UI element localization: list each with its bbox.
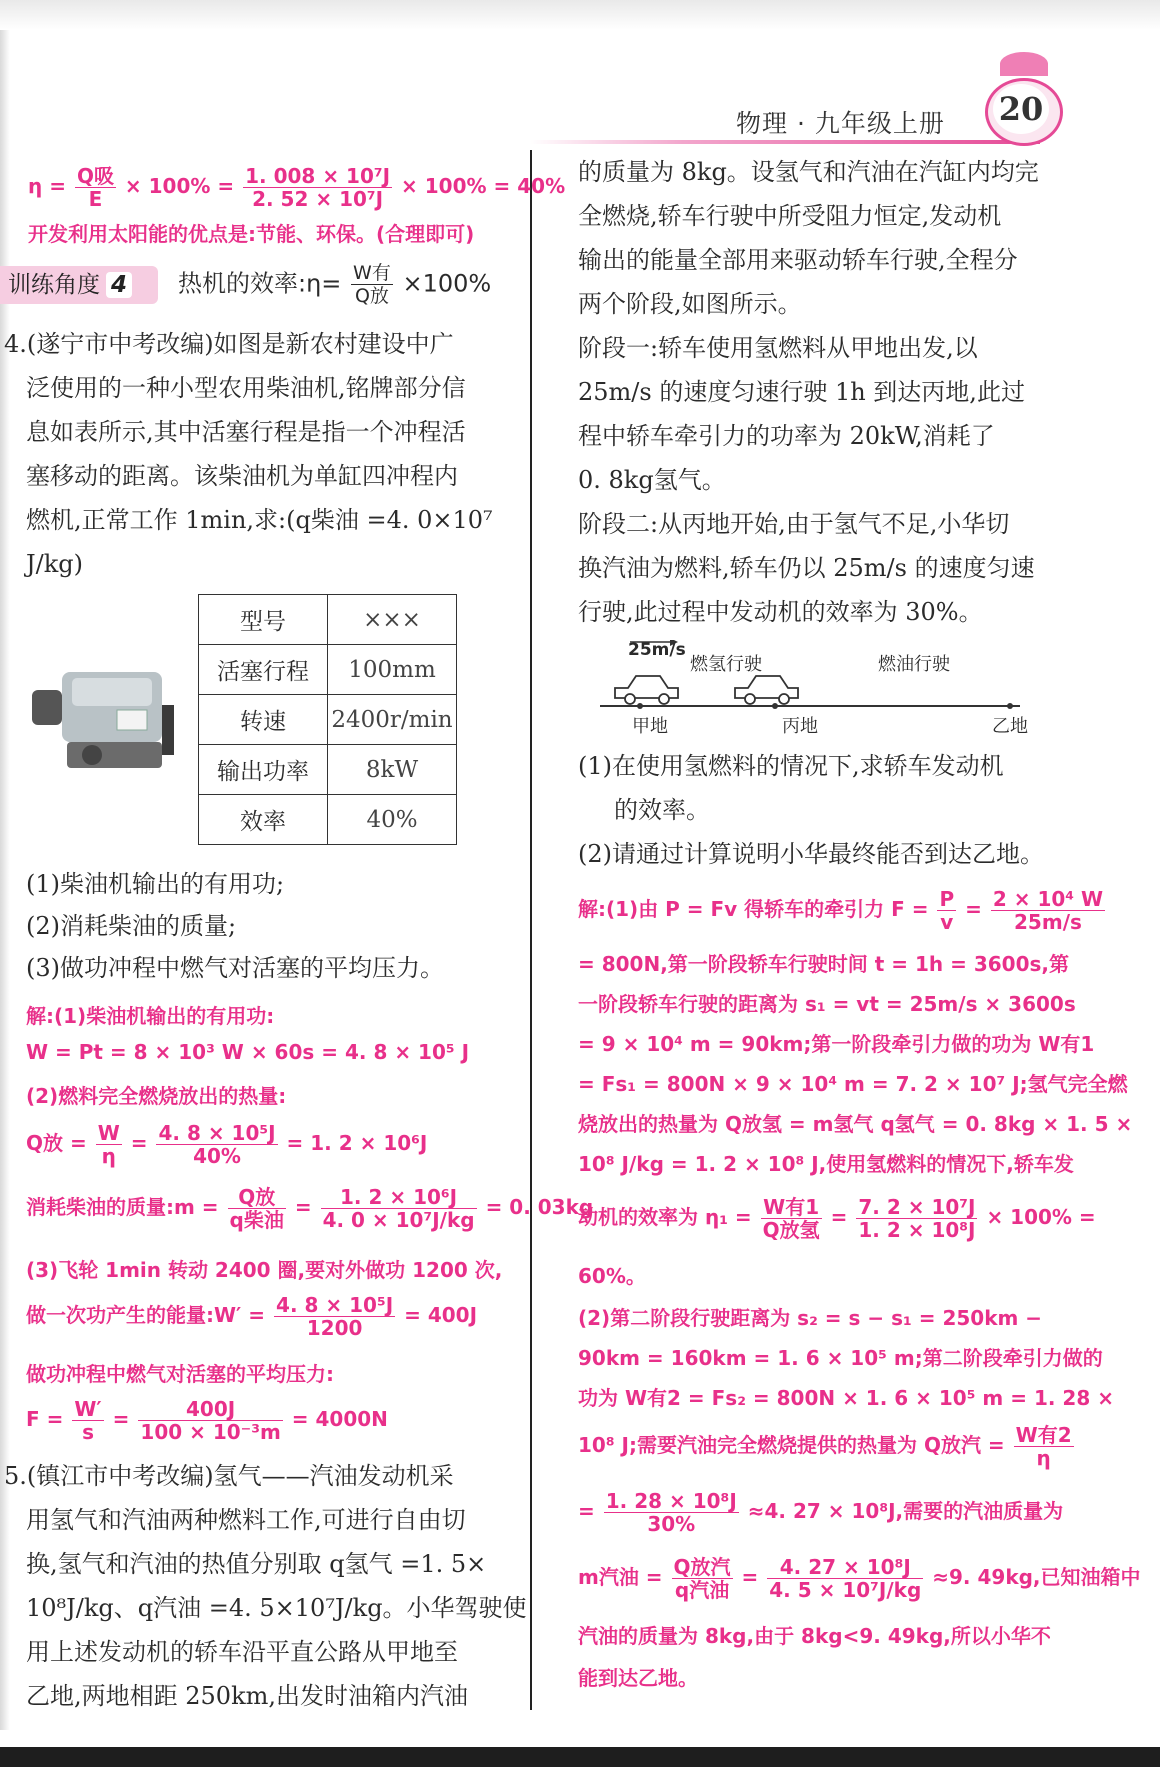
solar-advantage: 开发利用太阳能的优点是:节能、环保。(合理即可)	[28, 222, 475, 246]
q4-line: 4.(遂宁市中考改编)如图是新农村建设中广	[4, 330, 454, 358]
sol5-line: 烧放出的热量为 Q放氢 = m氢气 q氢气 = 0. 8kg × 1. 5 ×	[578, 1112, 1133, 1136]
diagram-place-label: 甲地	[632, 716, 668, 737]
sol4-line: (3)飞轮 1min 转动 2400 圈,要对外做功 1200 次,	[26, 1258, 503, 1282]
q5-subquestion: 的效率。	[614, 796, 710, 824]
q4-subquestion: (2)消耗柴油的质量;	[26, 912, 237, 940]
q5-cont-line: 换汽油为燃料,轿车仍以 25m/s 的速度匀速	[578, 554, 1035, 582]
q5-cont-line: 0. 8kg氢气。	[578, 466, 726, 494]
q5-cont-line: 全燃烧,轿车行驶中所受阻力恒定,发动机	[578, 202, 1002, 230]
q5-subquestion: (1)在使用氢燃料的情况下,求轿车发动机	[578, 752, 1004, 780]
spec-value: 8kW	[328, 745, 457, 795]
sol5-efficiency-formula: 动机的效率为 η₁ = $\frac{\text{W有1}}{\text{Q放氢}}$ = $\frac{\text{7. 2 × 10⁷J}}{\text{1. 2 × 10⁸J}}$ × 100% =	[578, 1195, 1096, 1242]
table-row	[199, 645, 457, 695]
table-row	[199, 595, 457, 645]
sol5-line: 60%。	[578, 1264, 646, 1288]
spec-key: 活塞行程	[199, 645, 328, 695]
spec-value: 100mm	[328, 645, 457, 695]
q5-line: 乙地,两地相距 250km,出发时油箱内汽油	[26, 1682, 468, 1710]
spec-value: ×××	[328, 595, 457, 645]
spec-key: 型号	[199, 595, 328, 645]
sol4-line: W = Pt = 8 × 10³ W × 60s = 4. 8 × 10⁵ J	[26, 1040, 470, 1064]
sol4-force-formula: F = $\frac{W'}{s}$ = $\frac{400J}{\text{100 × 10⁻³m}}$ = 4000N	[26, 1397, 388, 1444]
section-tag: 训练角度 4	[0, 266, 158, 304]
car-icon-2	[735, 676, 798, 704]
sol5-line: 90km = 160km = 1. 6 × 10⁵ m;第二阶段牵引力做的	[578, 1346, 1103, 1370]
spec-value: 40%	[328, 795, 457, 845]
page-number: 20	[993, 84, 1049, 134]
sol5-heat-value: = $\frac{\text{1. 28 × 10⁸J}}{30\%}$ ≈4. 27 × 10⁸J,需要的汽油质量为	[578, 1489, 1064, 1536]
q4-line: J/kg)	[26, 550, 83, 578]
sol5-line: = 800N,第一阶段轿车行驶时间 t = 1h = 3600s,第	[578, 952, 1070, 976]
sol4-line: 解:(1)柴油机输出的有用功:	[26, 1004, 275, 1028]
q4-line: 息如表所示,其中活塞行程是指一个冲程活	[26, 418, 466, 446]
sol4-line: 做功冲程中燃气对活塞的平均压力:	[26, 1362, 334, 1386]
sol5-line: = 9 × 10⁴ m = 90km;第一阶段牵引力做的功为 W有1	[578, 1032, 1095, 1056]
q4-line: 塞移动的距离。该柴油机为单缸四冲程内	[26, 462, 458, 490]
q5-cont-line: 两个阶段,如图所示。	[578, 290, 802, 318]
sol5-mass-formula: m汽油 = $\frac{\text{Q放汽}}{\text{q汽油}}$ = $\frac{\text{4. 27 × 10⁸J}}{\text{4. 5 × 10⁷J/kg}}$ ≈9. 49kg,已知油箱中	[578, 1555, 1141, 1602]
sol5-force-formula: 解:(1)由 P = Fv 得轿车的牵引力 F = $\frac{P}{v}$ = $\frac{\text{2 × 10⁴ W}}{25m/s}$	[578, 887, 1104, 934]
diagram-place-label: 乙地	[992, 716, 1028, 737]
q5-cont-line: 25m/s 的速度匀速行驶 1h 到达丙地,此过	[578, 378, 1025, 406]
diesel-engine-image	[22, 660, 177, 775]
q5-line: 5.(镇江市中考改编)氢气——汽油发动机采	[4, 1462, 454, 1490]
q5-line: 10⁸J/kg、q汽油 =4. 5×10⁷J/kg。小华驾驶使	[26, 1594, 527, 1622]
sol4-mass-formula: 消耗柴油的质量:m = $\frac{\text{Q放}}{\text{q柴油}}$ = $\frac{\text{1. 2 × 10⁶J}}{\text{4. 0 × 10⁷J/kg}}$ = 0. 03kg	[26, 1185, 594, 1232]
sol5-line: 汽油的质量为 8kg,由于 8kg<9. 49kg,所以小华不	[578, 1624, 1051, 1648]
sol5-line: = Fs₁ = 800N × 9 × 10⁴ m = 7. 2 × 10⁷ J;氢气完全燃	[578, 1072, 1128, 1096]
sol5-line: 能到达乙地。	[578, 1666, 698, 1690]
q4-subquestion: (1)柴油机输出的有用功;	[26, 870, 285, 898]
spec-key: 输出功率	[199, 745, 328, 795]
header-rule	[530, 140, 1040, 144]
table-row	[199, 695, 457, 745]
q5-cont-line: 阶段一:轿车使用氢燃料从甲地出发,以	[578, 334, 978, 362]
q5-line: 用上述发动机的轿车沿平直公路从甲地至	[26, 1638, 458, 1666]
table-row	[199, 745, 457, 795]
diagram-place-label: 丙地	[782, 716, 818, 737]
column-divider	[530, 150, 532, 1710]
sol5-line: (2)第二阶段行驶距离为 s₂ = s − s₁ = 250km −	[578, 1306, 1043, 1330]
sol5-line: 功为 W有2 = Fs₂ = 800N × 1. 6 × 10⁵ m = 1. 28 ×	[578, 1386, 1114, 1410]
diagram-segment-label: 燃氢行驶	[690, 654, 762, 675]
q5-line: 换,氢气和汽油的热值分别取 q氢气 =1. 5×	[26, 1550, 487, 1578]
table-row	[199, 795, 457, 845]
q5-cont-line: 阶段二:从丙地开始,由于氢气不足,小华切	[578, 510, 1010, 538]
diagram-speed-label: 25m/s	[628, 640, 686, 660]
spec-key: 转速	[199, 695, 328, 745]
car-icon-1	[615, 676, 678, 704]
q5-cont-line: 输出的能量全部用来驱动轿车行驶,全程分	[578, 246, 1018, 274]
bottom-bar	[0, 1747, 1160, 1767]
sol4-heat-formula: Q放 = $\frac{W}{\eta}$ = $\frac{\text{4. 8 × 10⁵J}}{40\%}$ = 1. 2 × 10⁶J	[26, 1121, 428, 1168]
engine-spec-table	[198, 594, 457, 845]
sol5-line: 一阶段轿车行驶的距离为 s₁ = vt = 25m/s × 3600s	[578, 992, 1076, 1016]
q5-line: 用氢气和汽油两种燃料工作,可进行自由切	[26, 1506, 466, 1534]
q5-cont-line: 行驶,此过程中发动机的效率为 30%。	[578, 598, 983, 626]
sol4-work-formula: 做一次功产生的能量:W′ = $\frac{\text{4. 8 × 10⁵J}}{1200}$ = 400J	[26, 1293, 478, 1340]
section-title: 热机的效率:η= $\frac{\text{W有}}{\text{Q放}}$ ×100%	[178, 262, 492, 307]
header-title: 物理 · 九年级上册	[736, 109, 945, 138]
spec-key: 效率	[199, 795, 328, 845]
sol5-heat-formula: 10⁸ J;需要汽油完全燃烧提供的热量为 Q放汽 = $\frac{\text{W有2}}{\eta}$	[578, 1423, 1072, 1470]
sol5-line: 10⁸ J/kg = 1. 2 × 10⁸ J,使用氢燃料的情况下,轿车发	[578, 1152, 1074, 1176]
page-top-shadow	[0, 0, 1160, 30]
diagram-segment-label: 燃油行驶	[878, 654, 950, 675]
page-badge-decoration	[1000, 52, 1048, 76]
q4-subquestion: (3)做功冲程中燃气对活塞的平均压力。	[26, 954, 444, 982]
q5-cont-line: 程中轿车牵引力的功率为 20kW,消耗了	[578, 422, 995, 450]
spec-value: 2400r/min	[328, 695, 457, 745]
eta-formula: η = $\frac{\text{Q吸}}{E}$ × 100% = $\frac{\text{1. 008 × 10⁷J}}{\text{2. 52 × 10⁷J}}$ × 100% = 40%	[28, 164, 566, 211]
q4-line: 燃机,正常工作 1min,求:(q柴油 =4. 0×10⁷	[26, 506, 493, 534]
sol4-line: (2)燃料完全燃烧放出的热量:	[26, 1084, 287, 1108]
q5-subquestion: (2)请通过计算说明小华最终能否到达乙地。	[578, 840, 1044, 868]
q5-cont-line: 的质量为 8kg。设氢气和汽油在汽缸内均完	[578, 158, 1039, 186]
q4-line: 泛使用的一种小型农用柴油机,铭牌部分信	[26, 374, 466, 402]
